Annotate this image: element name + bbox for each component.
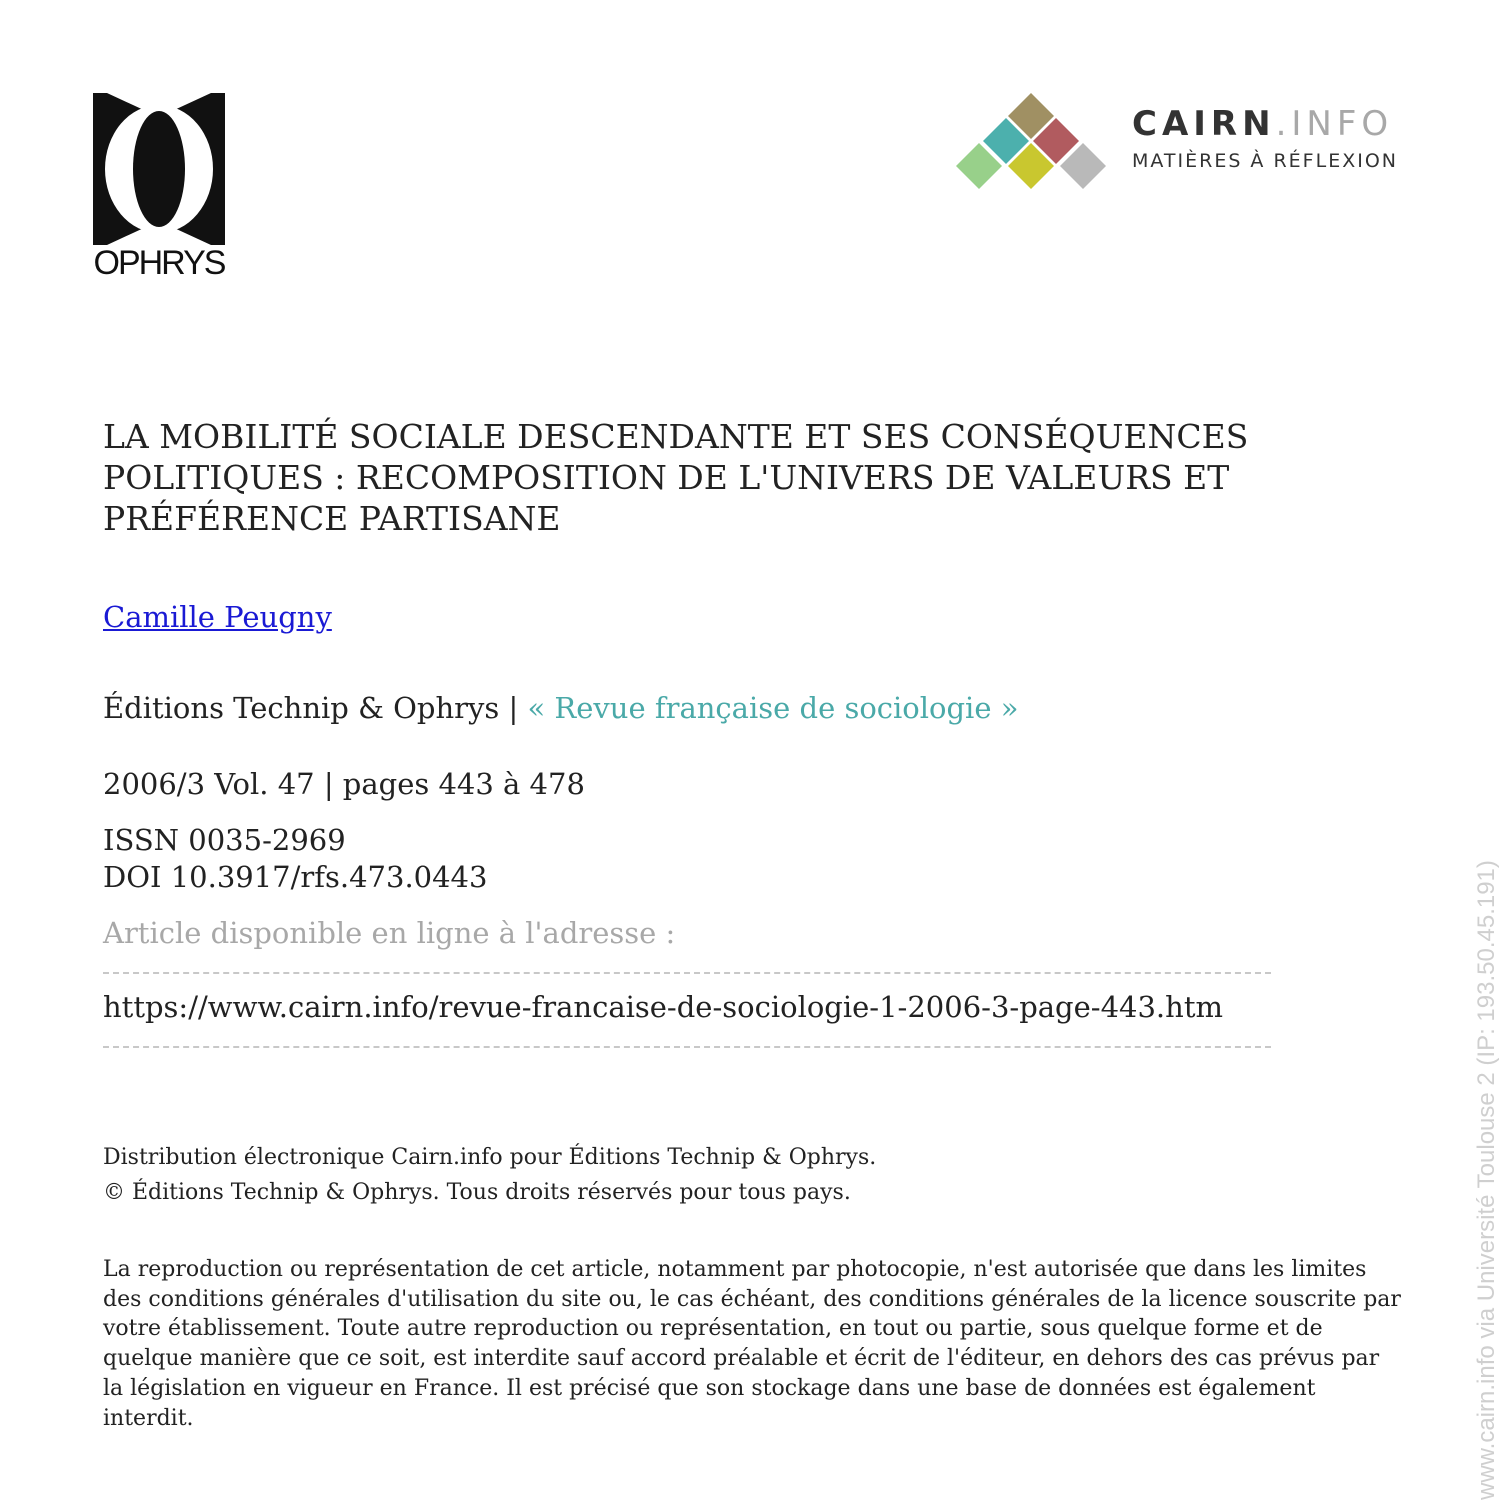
copyright-notice: © Éditions Technip & Ophrys. Tous droits réservés pour tous pays. — [103, 1180, 851, 1205]
journal-link[interactable]: « Revue française de sociologie » — [527, 691, 1019, 725]
volume-pages: 2006/3 Vol. 47 | pages 443 à 478 — [103, 767, 585, 801]
divider-bottom — [103, 1046, 1271, 1048]
reproduction-notice: La reproduction ou représentation de cet article, notamment par photocopie, n'est autorisée que dans les limites des conditions générales d'utilisation du site ou, le cas échéant, des conditions générales de la licence souscrite par votre établissement. Toute autre reproduction ou représentation, en tout ou partie, sous quelque forme et de quelque manière que ce soit, est interdite sauf accord préalable et écrit de l'éditeur, en dehors des cas prévus par la législation en vigueur en France. Il est précisé que son stockage dans une base de données est également interdit. — [103, 1257, 1401, 1431]
publisher-name: Éditions Technip & Ophrys | — [103, 691, 528, 725]
ophrys-wordmark: OPHRYS — [93, 244, 225, 282]
publisher-line — [103, 691, 1018, 725]
distribution-notice: Distribution électronique Cairn.info pour Éditions Technip & Ophrys. — [103, 1145, 877, 1170]
cairn-logo — [955, 92, 1415, 197]
ophrys-logo — [93, 93, 225, 283]
access-watermark: www.cairn.info via Université Toulouse 2 (IP: 193.50.45.191) — [1473, 860, 1500, 1500]
article-title: LA MOBILITÉ SOCIALE DESCENDANTE ET SES CONSÉQUENCES POLITIQUES : RECOMPOSITION DE L'UNIVERS DE VALEURS ET PRÉFÉRENCE PARTISANE — [103, 417, 1249, 538]
cairn-tagline: MATIÈRES À RÉFLEXION — [1132, 150, 1398, 172]
ophrys-emblem-icon — [93, 93, 225, 245]
article-url[interactable]: https://www.cairn.info/revue-francaise-de-sociologie-1-2006-3-page-443.htm — [103, 990, 1223, 1024]
divider-top — [103, 972, 1271, 974]
doi: DOI 10.3917/rfs.473.0443 — [103, 860, 488, 894]
author-link[interactable]: Camille Peugny — [103, 600, 332, 634]
cairn-wordmark: CAIRN.INFO — [1132, 104, 1394, 144]
cairn-diamonds-icon — [955, 92, 1115, 197]
available-online-label: Article disponible en ligne à l'adresse : — [103, 916, 676, 950]
issn: ISSN 0035-2969 — [103, 823, 346, 857]
